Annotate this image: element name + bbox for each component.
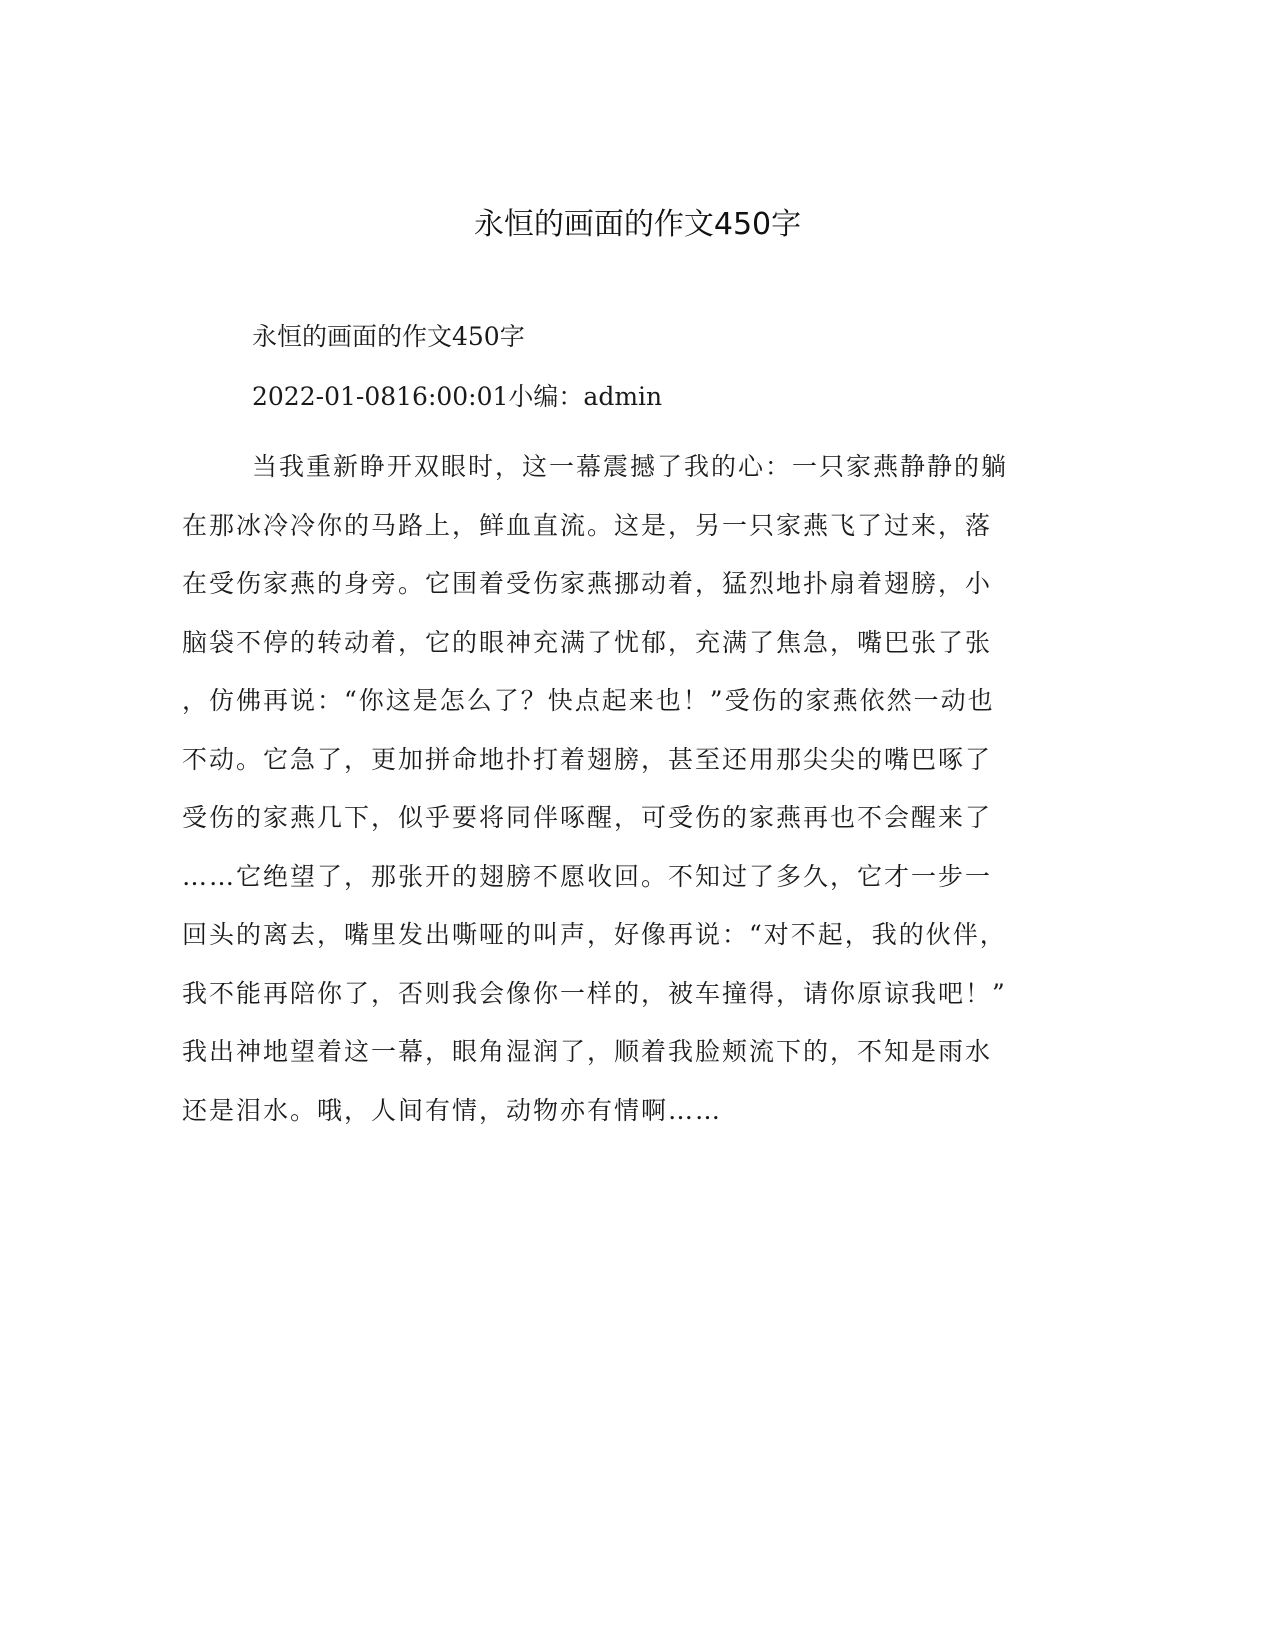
body-line: 不动。它急了，更加拼命地扑打着翅膀，甚至还用那尖尖的嘴巴啄了	[182, 744, 993, 774]
body-line: 在受伤家燕的身旁。它围着受伤家燕挪动着，猛烈地扑扇着翅膀，小	[182, 569, 993, 598]
body-line: 受伤的家燕几下，似乎要将同伴啄醒，可受伤的家燕再也不会醒来了	[182, 803, 993, 832]
body-line: ……它绝望了，那张开的翅膀不愿收回。不知过了多久，它才一步一	[182, 861, 993, 891]
article-body	[182, 438, 1042, 1140]
body-line: 回头的离去，嘴里发出嘶哑的叫声，好像再说：“对不起，我的伙伴，	[182, 920, 1007, 949]
body-line: 在那冰冷冷你的马路上，鲜血直流。这是，另一只家燕飞了过来，落	[182, 510, 993, 540]
body-line: ，仿佛再说：“你这是怎么了？快点起来也！”受伤的家燕依然一动也	[182, 686, 995, 715]
body-line: 当我重新睁开双眼时，这一幕震撼了我的心：一只家燕静静的躺	[252, 452, 1009, 481]
body-line: 脑袋不停的转动着，它的眼神充满了忧郁，充满了焦急，嘴巴张了张	[182, 627, 993, 657]
body-line: 还是泪水。哦，人间有情，动物亦有情啊……	[182, 1095, 723, 1125]
body-line: 我出神地望着这一幕，眼角湿润了，顺着我脸颊流下的，不知是雨水	[182, 1037, 993, 1066]
body-line: 我不能再陪你了，否则我会像你一样的，被车撞得，请你原谅我吧！”	[182, 978, 1007, 1008]
article-subtitle: 永恒的画面的作文450字	[252, 322, 525, 351]
document-content	[182, 320, 1042, 1140]
document-title: 永恒的画面的作文450字	[473, 207, 802, 242]
article-byline: 2022-01-0816:00:01小编：admin	[252, 382, 663, 411]
